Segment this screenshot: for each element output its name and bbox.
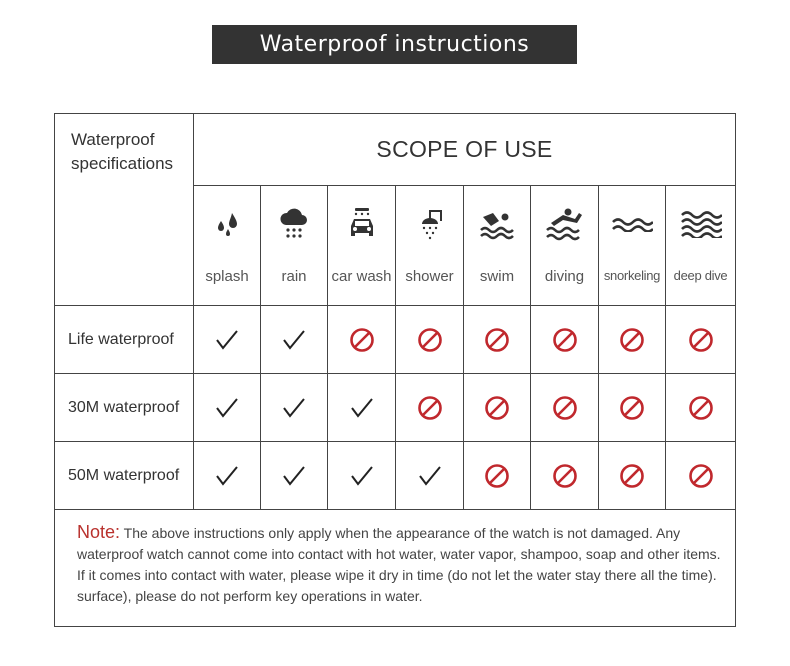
banner-title: Waterproof instructions: [259, 32, 530, 57]
activity-label: rain: [281, 268, 307, 285]
status-cell: [328, 374, 396, 442]
activity-label: car wash: [331, 268, 392, 285]
note-label: Note:: [77, 522, 121, 542]
row-label-cell: [55, 374, 194, 442]
status-cell: [464, 442, 531, 510]
waterproof-table: [54, 113, 736, 627]
snorkeling-icon: [599, 204, 665, 244]
status-cell: [666, 374, 735, 442]
status-cell: [531, 442, 599, 510]
row-label: Life waterproof: [68, 330, 174, 348]
checkmark-icon: [328, 442, 395, 509]
status-cell: [261, 306, 328, 374]
checkmark-icon: [194, 442, 260, 509]
note-text: [77, 522, 721, 607]
checkmark-icon: [194, 374, 260, 441]
prohibited-icon: [396, 374, 463, 441]
prohibited-icon: [666, 374, 735, 441]
scope-title: SCOPE OF USE: [376, 136, 553, 162]
prohibited-icon: [599, 442, 665, 509]
status-cell: [464, 374, 531, 442]
rain-cloud-icon: [261, 204, 327, 244]
prohibited-icon: [666, 306, 735, 373]
status-cell: [599, 306, 666, 374]
swim-icon: [464, 204, 530, 244]
status-cell: [396, 442, 464, 510]
title-banner: [212, 25, 577, 64]
prohibited-icon: [328, 306, 395, 373]
status-cell: [396, 306, 464, 374]
activity-cell: [328, 186, 396, 306]
prohibited-icon: [396, 306, 463, 373]
row-label-cell: [55, 442, 194, 510]
status-cell: [396, 374, 464, 442]
diving-icon: [531, 204, 598, 244]
checkmark-icon: [396, 442, 463, 509]
status-cell: [194, 374, 261, 442]
status-cell: [261, 374, 328, 442]
note-cell: [55, 510, 735, 626]
activity-label: swim: [479, 268, 515, 285]
activity-cell: [194, 186, 261, 306]
scope-header: [194, 114, 735, 186]
status-cell: [531, 374, 599, 442]
note-body: The above instructions only apply when the appearance of the watch is not damaged. Any waterproof watch cannot come into contact with hot water, water vapor, shampoo, soap and other items. If it comes into contact with water, please wipe it dry in time (do not let the water stay there all the time). surface), please do not perform key operations in water.: [77, 525, 721, 604]
activity-cell: [396, 186, 464, 306]
status-cell: [194, 442, 261, 510]
car-wash-icon: [328, 204, 395, 244]
activity-cell: [599, 186, 666, 306]
prohibited-icon: [666, 442, 735, 509]
status-cell: [261, 442, 328, 510]
row-label: 50M waterproof: [68, 466, 180, 484]
status-cell: [599, 442, 666, 510]
checkmark-icon: [261, 442, 327, 509]
status-cell: [666, 442, 735, 510]
status-cell: [194, 306, 261, 374]
prohibited-icon: [531, 374, 598, 441]
prohibited-icon: [464, 442, 530, 509]
activity-cell: [261, 186, 328, 306]
prohibited-icon: [464, 374, 530, 441]
checkmark-icon: [328, 374, 395, 441]
checkmark-icon: [261, 374, 327, 441]
prohibited-icon: [599, 374, 665, 441]
shower-icon: [396, 204, 463, 244]
activity-label: deep dive: [673, 268, 728, 283]
row-label: 30M waterproof: [68, 398, 180, 416]
activity-cell: [464, 186, 531, 306]
corner-label-line: Waterproof: [71, 130, 155, 149]
corner-cell: [55, 114, 194, 306]
status-cell: [328, 442, 396, 510]
prohibited-icon: [531, 442, 598, 509]
corner-label: [71, 128, 173, 176]
deep-dive-icon: [666, 204, 735, 244]
activity-cell: [531, 186, 599, 306]
corner-label-line: specifications: [71, 154, 174, 173]
activity-label: snorkeling: [603, 268, 661, 283]
activity-label: shower: [405, 268, 454, 285]
status-cell: [666, 306, 735, 374]
status-cell: [328, 306, 396, 374]
activity-label: splash: [205, 268, 249, 285]
checkmark-icon: [194, 306, 260, 373]
activity-label: diving: [544, 268, 585, 285]
splash-icon: [194, 204, 260, 244]
status-cell: [599, 374, 666, 442]
row-label-cell: [55, 306, 194, 374]
status-cell: [531, 306, 599, 374]
prohibited-icon: [531, 306, 598, 373]
checkmark-icon: [261, 306, 327, 373]
activity-cell: [666, 186, 735, 306]
prohibited-icon: [599, 306, 665, 373]
prohibited-icon: [464, 306, 530, 373]
status-cell: [464, 306, 531, 374]
